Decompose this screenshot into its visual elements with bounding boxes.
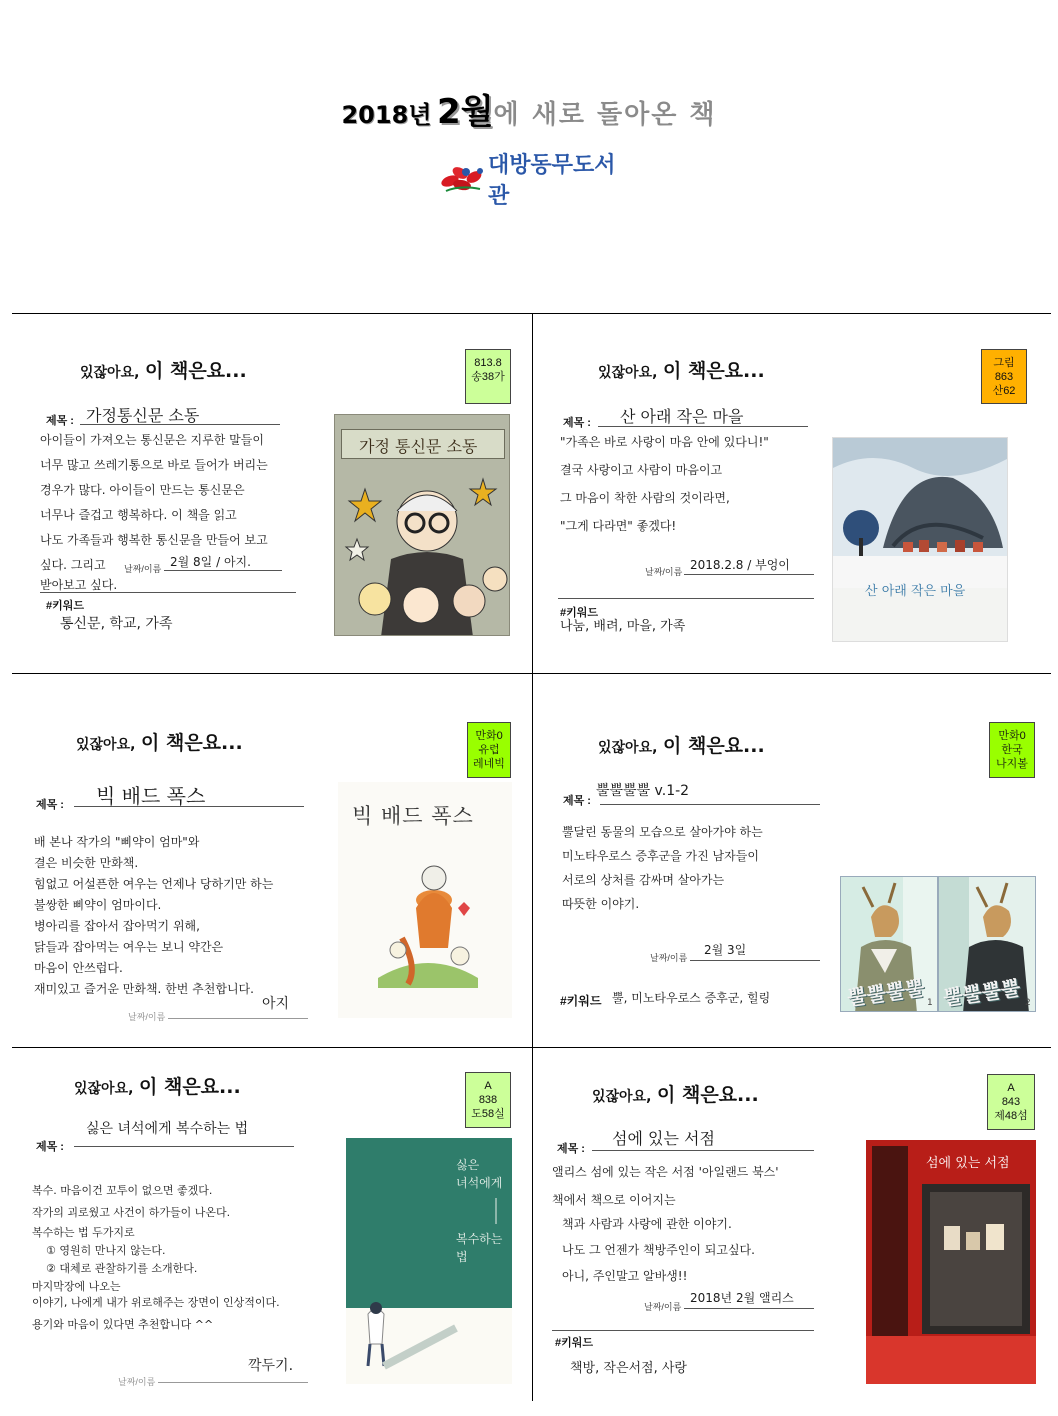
keywords: 뿔, 미노타우로스 증후군, 힐링 [612,991,771,1005]
title-label: 제목 : [46,415,74,427]
call-number-badge: 그림 863 산62 [981,349,1027,404]
date-name: 아지 [262,996,290,1012]
book-title: 산 아래 작은 마을 [620,407,744,426]
book-title: 뿔뿔뿔뿔 v.1-2 [596,783,690,799]
card-heading: 있잖아요, 이 책은요... [76,732,243,754]
flower-icon [440,163,486,195]
date-name-label: 날짜/이름 [645,567,683,577]
call-number-badge: A 843 제48섬 [987,1074,1035,1130]
title-label: 제목 : [563,795,591,807]
date-name: 깍두기. [248,1358,294,1374]
call-number-badge: 만화0 한국 나지볼 [989,722,1035,778]
title-label: 제목 : [563,417,591,429]
call-number-badge: 만화0 유럽 레네빅 [467,722,511,778]
call-number-badge: 813.8 송38가 [465,349,511,404]
title-rest: 에 새로 돌아온 책 [493,100,717,130]
book-cover: 산 아래 작은 마을 [832,437,1008,642]
book-title: 빅 배드 폭스 [96,784,206,808]
keyword-label: #키워드 [46,600,84,612]
keyword-label: #키워드 [560,994,602,1008]
book-cover: 싫은 녀석에게 복수하는 법 [346,1138,512,1384]
svg-text:1: 1 [927,998,933,1008]
title-label: 제목 : [36,799,64,811]
date-name: 2018년 2월 앨리스 [690,1291,794,1305]
card-heading: 있잖아요, 이 책은요... [592,1084,759,1106]
cover-illustration [338,838,512,1018]
title-label: 제목 : [36,1141,64,1153]
page-title [0,84,1058,133]
svg-text:2: 2 [1025,998,1031,1008]
book-title: 섬에 있는 서점 [612,1129,715,1148]
title-year: 2018년 [341,101,432,129]
book-cover: 빅 배드 폭스 [338,782,512,1018]
grid-divider-vertical [532,313,533,1401]
cover-illustration [833,438,1008,588]
keyword-label: #키워드 [560,607,598,619]
keywords: 책방, 작은서점, 사랑 [570,1361,687,1376]
cover-illustration [335,459,510,636]
keyword-label: #키워드 [555,1337,593,1349]
book-cover-vol2: 2 뿔뿔뿔뿔 [938,876,1036,1012]
grid-divider-row1 [12,673,1051,674]
book-cover: 가정 통신문 소동 [334,414,510,636]
date-name: 2018.2.8 / 부엉이 [690,558,790,572]
title-month: 2월 [437,92,494,132]
library-name: 대방동무도서관 [488,153,616,209]
date-name: 2월 3일 [704,943,747,957]
book-title: 가정통신문 소동 [86,406,200,425]
title-label: 제목 : [557,1143,585,1155]
grid-divider-row2 [12,1047,1051,1048]
card-heading: 있잖아요, 이 책은요... [80,360,247,382]
library-logo [440,153,630,209]
book-cover-vol1: 1 뿔뿔뿔뿔 [840,876,938,1012]
card-heading: 있잖아요, 이 책은요... [598,360,765,382]
date-name-label: 날짜/이름 [650,953,688,963]
book-title: 싫은 녀석에게 복수하는 법 [86,1121,249,1137]
date-name: 2월 8일 / 아지. [170,555,251,569]
date-name-label: 날짜/이름 [128,1012,166,1022]
date-name-label: 날짜/이름 [118,1377,156,1387]
book-cover: 섬에 있는 서점 [866,1140,1036,1384]
card-heading: 있잖아요, 이 책은요... [74,1076,241,1098]
call-number-badge: A 838 도58실 [465,1072,511,1128]
date-name-label: 날짜/이름 [644,1302,682,1312]
card-heading: 있잖아요, 이 책은요... [598,735,765,757]
date-name-label: 날짜/이름 [124,564,162,574]
keywords: 통신문, 학교, 가족 [60,616,173,632]
keywords: 나눔, 배려, 마을, 가족 [560,619,686,634]
